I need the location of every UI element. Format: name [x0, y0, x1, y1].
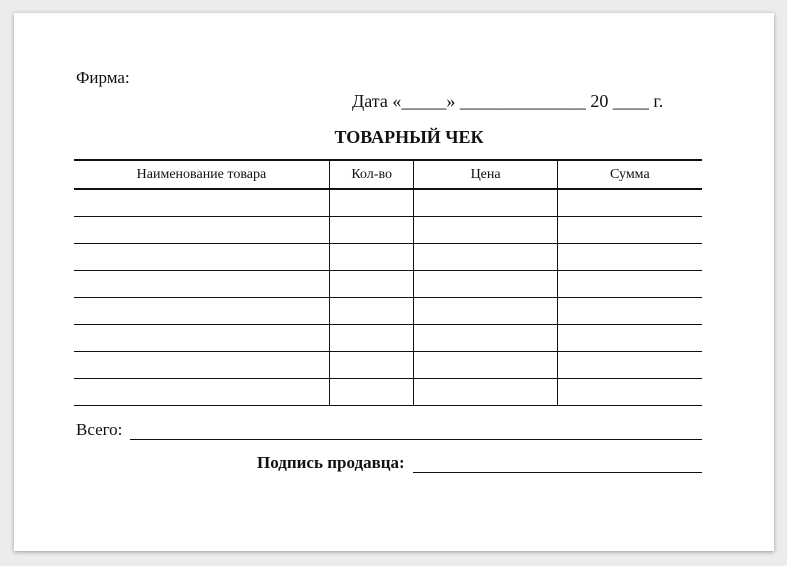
- table-cell: [74, 379, 329, 406]
- table-row: [74, 298, 702, 325]
- table-cell: [329, 189, 414, 217]
- table-row: [74, 189, 702, 217]
- table-cell: [414, 217, 557, 244]
- header-quantity: Кол-во: [329, 160, 414, 189]
- signature-label: Подпись продавца:: [257, 453, 405, 472]
- table-cell: [329, 325, 414, 352]
- table-cell: [74, 325, 329, 352]
- table-cell: [414, 325, 557, 352]
- table-row: [74, 271, 702, 298]
- table-cell: [329, 352, 414, 379]
- table-cell: [329, 379, 414, 406]
- table-cell: [329, 244, 414, 271]
- receipt-form: [14, 13, 774, 551]
- table-cell: [557, 298, 702, 325]
- signature-blank-line: [413, 454, 702, 473]
- table-row: [74, 325, 702, 352]
- table-header-row: [74, 160, 702, 189]
- table-cell: [74, 271, 329, 298]
- header-sum: Сумма: [557, 160, 702, 189]
- table-cell: [329, 271, 414, 298]
- total-blank-line: [130, 421, 702, 440]
- table-cell: [74, 244, 329, 271]
- table-row: [74, 379, 702, 406]
- table-row: [74, 352, 702, 379]
- table-cell: [414, 352, 557, 379]
- table-cell: [74, 298, 329, 325]
- table-cell: [414, 379, 557, 406]
- table-cell: [557, 189, 702, 217]
- firm-label: Фирма:: [76, 68, 130, 87]
- table-row: [74, 244, 702, 271]
- table-cell: [414, 244, 557, 271]
- header-price: Цена: [414, 160, 557, 189]
- goods-table: [74, 159, 702, 406]
- table-cell: [557, 217, 702, 244]
- goods-table-body: [74, 189, 702, 406]
- table-cell: [414, 298, 557, 325]
- table-cell: [557, 271, 702, 298]
- table-cell: [329, 217, 414, 244]
- table-cell: [74, 217, 329, 244]
- document-title: ТОВАРНЫЙ ЧЕК: [334, 127, 484, 147]
- total-label: Всего:: [76, 420, 123, 439]
- table-cell: [414, 271, 557, 298]
- table-cell: [74, 352, 329, 379]
- table-cell: [557, 379, 702, 406]
- table-cell: [74, 189, 329, 217]
- total-line: [76, 420, 702, 440]
- table-cell: [557, 244, 702, 271]
- header-item-name: Наименование товара: [74, 160, 329, 189]
- table-cell: [414, 189, 557, 217]
- signature-line: [257, 453, 702, 473]
- table-cell: [557, 325, 702, 352]
- date-line: Дата «_____» ______________ 20 ____ г.: [352, 91, 664, 111]
- table-cell: [557, 352, 702, 379]
- table-cell: [329, 298, 414, 325]
- table-row: [74, 217, 702, 244]
